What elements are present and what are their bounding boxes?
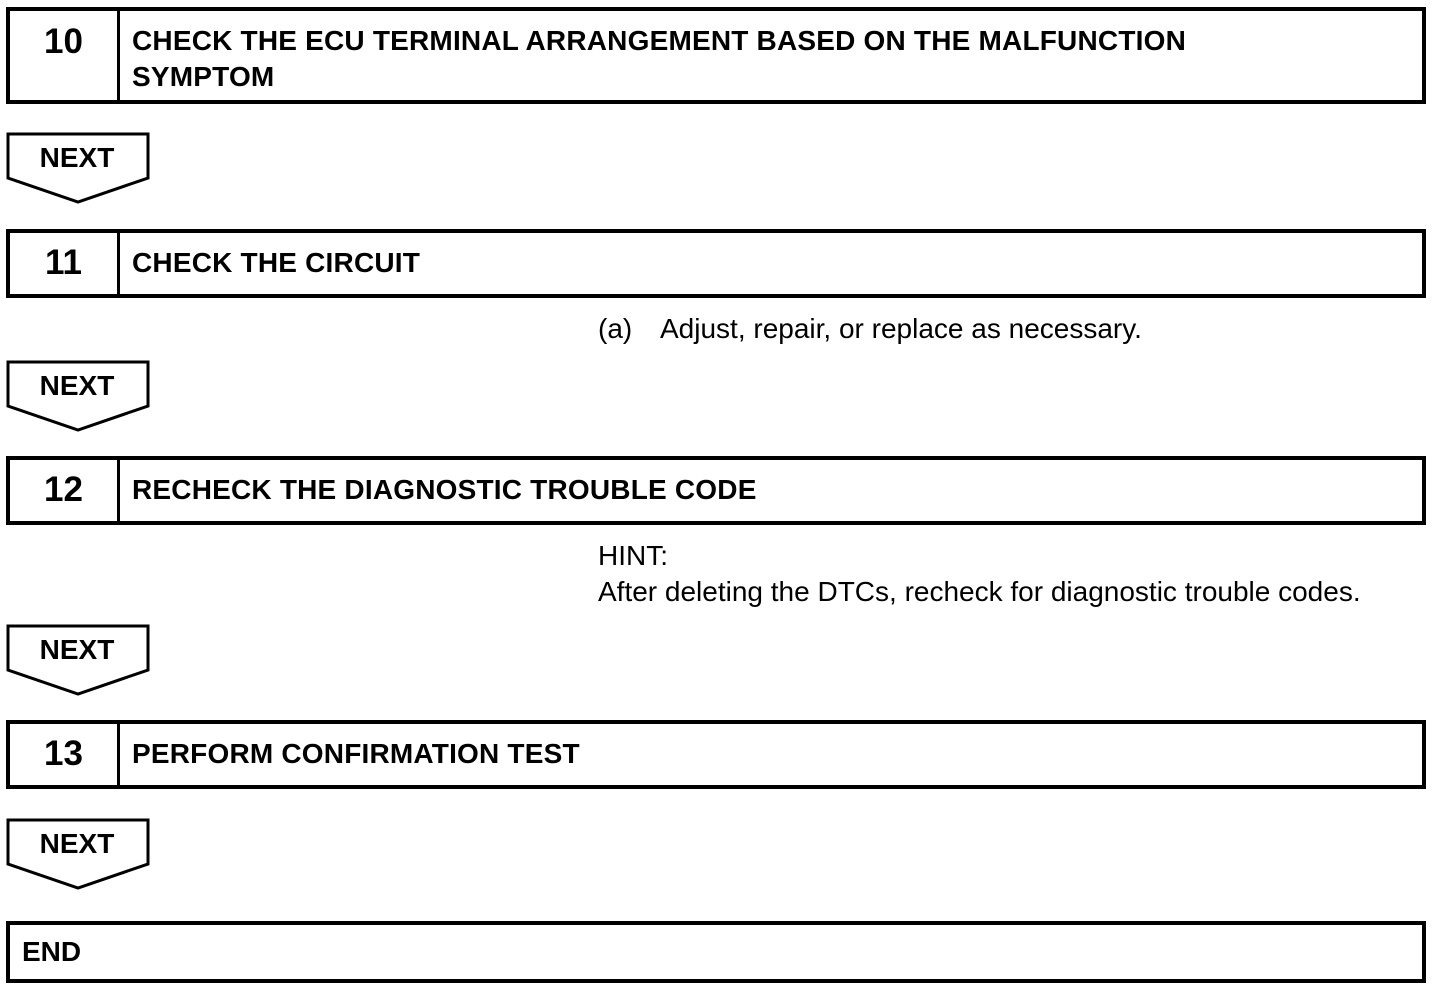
- next-label: NEXT: [39, 634, 115, 665]
- step-title: RECHECK THE DIAGNOSTIC TROUBLE CODE: [132, 474, 757, 505]
- step-13-box: [6, 720, 1426, 789]
- note-item-tag: (a): [598, 313, 633, 344]
- next-arrow-button[interactable]: [6, 132, 152, 208]
- step-number: 13: [10, 724, 120, 785]
- next-label: NEXT: [39, 828, 115, 859]
- next-arrow-button[interactable]: [6, 624, 152, 700]
- step-title: PERFORM CONFIRMATION TEST: [132, 738, 580, 769]
- step-11-box: [6, 229, 1426, 298]
- next-label: NEXT: [39, 370, 115, 401]
- step-number: 11: [10, 233, 120, 294]
- step-number: 10: [10, 11, 120, 100]
- step-number: 12: [10, 460, 120, 521]
- end-box: [6, 921, 1426, 983]
- step-title: CHECK THE CIRCUIT: [132, 247, 421, 278]
- step-12-hint: [598, 538, 1361, 610]
- next-arrow-button[interactable]: [6, 818, 152, 894]
- note-item-text: Adjust, repair, or replace as necessary.: [660, 313, 1142, 344]
- next-label: NEXT: [39, 142, 115, 173]
- step-title-line-2: SYMPTOM: [132, 61, 275, 92]
- step-10-box: [6, 7, 1426, 104]
- step-title: [132, 23, 1410, 95]
- hint-heading: HINT:: [598, 540, 668, 571]
- step-title-line-1: CHECK THE ECU TERMINAL ARRANGEMENT BASED ON THE MALFUNCTION: [132, 25, 1187, 56]
- hint-text: After deleting the DTCs, recheck for diagnostic trouble codes.: [598, 576, 1361, 607]
- next-arrow-button[interactable]: [6, 360, 152, 436]
- end-label: END: [22, 936, 82, 967]
- step-11-note: [598, 311, 1142, 347]
- step-12-box: [6, 456, 1426, 525]
